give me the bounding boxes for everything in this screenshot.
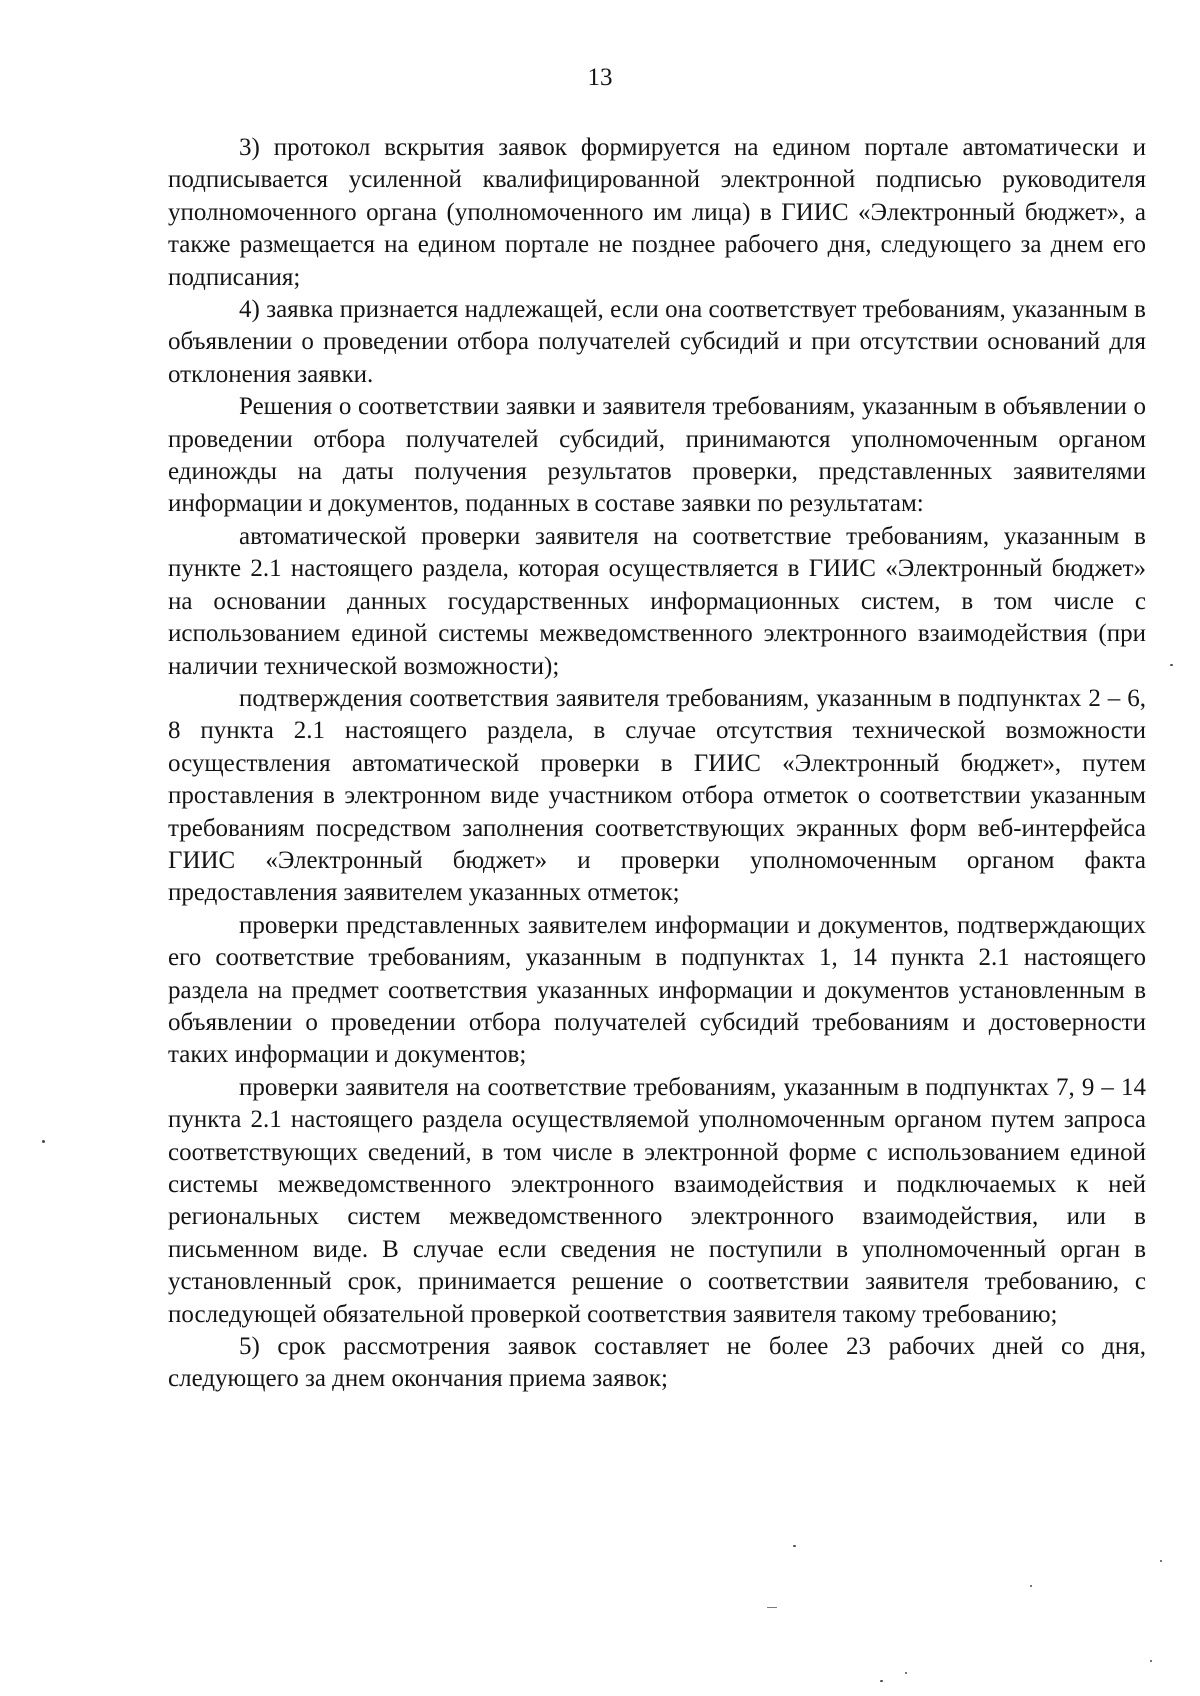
scan-speck	[1150, 1660, 1152, 1662]
scan-speck	[1170, 664, 1173, 666]
paragraph-review-term: 5) срок рассмотрения заявок составляет не более 23 рабочих дней со дня, следующего за днем окончания приема заявок;	[168, 1333, 1146, 1393]
scan-speck	[1160, 1560, 1162, 1562]
paragraph-confirmation: подтверждения соответствия заявителя требованиям, указанным в подпунктах 2 – 6, 8 пункта 2.1 настоящего раздела, в случае отсутствия технической возможности осуществления автоматической проверки в ГИИС «Электронный бюджет», путем проставления в электронном виде участником отбора отметок о соответствии указанным требованиям посредством заполнения соответствующих экранных форм веб-интерфейса ГИИС «Электронный бюджет» и проверки уполномоченным органом факта предоставления заявителем указанных отметок;	[168, 684, 1146, 907]
paragraph-application-proper: 4) заявка признается надлежащей, если она соответствует требованиям, указанным в объявлении о проведении отбора получателей субсидий и при отсутствии оснований для отклонения заявки.	[168, 296, 1146, 388]
paragraph-automatic-check: автоматической проверки заявителя на соответствие требованиям, указанным в пункте 2.1 настоящего раздела, которая осуществляется в ГИИС «Электронный бюджет» на основании данных государственных информационных систем, в том числе с использованием единой системы межведомственного электронного взаимодействия (при наличии технической возможности);	[168, 522, 1146, 680]
paragraph-protocol: 3) протокол вскрытия заявок формируется на едином портале автоматически и подписывается усиленной квалифицированной электронной подписью руководителя уполномоченного органа (уполномоченного им лица) в ГИИС «Электронный бюджет», а также размещается на едином портале не позднее рабочего дня, следующего за днем его подписания;	[168, 134, 1146, 291]
scan-speck	[793, 1545, 796, 1547]
scan-speck	[767, 1607, 777, 1608]
page-number: 13	[587, 64, 613, 91]
paragraph-document-check: проверки представленных заявителем информации и документов, подтверждающих его соответствие требованиям, указанным в подпунктах 1, 14 пункта 2.1 настоящего раздела на предмет соответствия указанных информации и документов установленным в объявлении о проведении отбора получателей субсидий требованиям и достоверности таких информации и документов;	[168, 911, 1146, 1069]
scan-speck	[42, 1140, 45, 1143]
scan-speck	[905, 1672, 907, 1674]
scan-speck	[1030, 1585, 1032, 1587]
scan-speck	[880, 1680, 883, 1682]
document-body	[168, 132, 1146, 1396]
paragraph-decisions: Решения о соответствии заявки и заявителя требованиям, указанным в объявлении о проведении отбора получателей субсидий, принимаются уполномоченным органом единожды на даты получения результатов проверки, представленных заявителями информации и документов, поданных в составе заявки по результатам:	[168, 393, 1146, 518]
paragraph-request-check: проверки заявителя на соответствие требованиям, указанным в подпунктах 7, 9 – 14 пункта 2.1 настоящего раздела осуществляемой уполномоченным органом путем запроса соответствующих сведений, в том числе в электронной форме с использованием единой системы межведомственного электронного взаимодействия и подключаемых к ней региональных систем межведомственного электронного взаимодействия, или в письменном виде. В случае если сведения не поступили в уполномоченный орган в установленный срок, принимается решение о соответствии заявителя требованию, с последующей обязательной проверкой соответствия заявителя такому требованию;	[168, 1073, 1146, 1328]
